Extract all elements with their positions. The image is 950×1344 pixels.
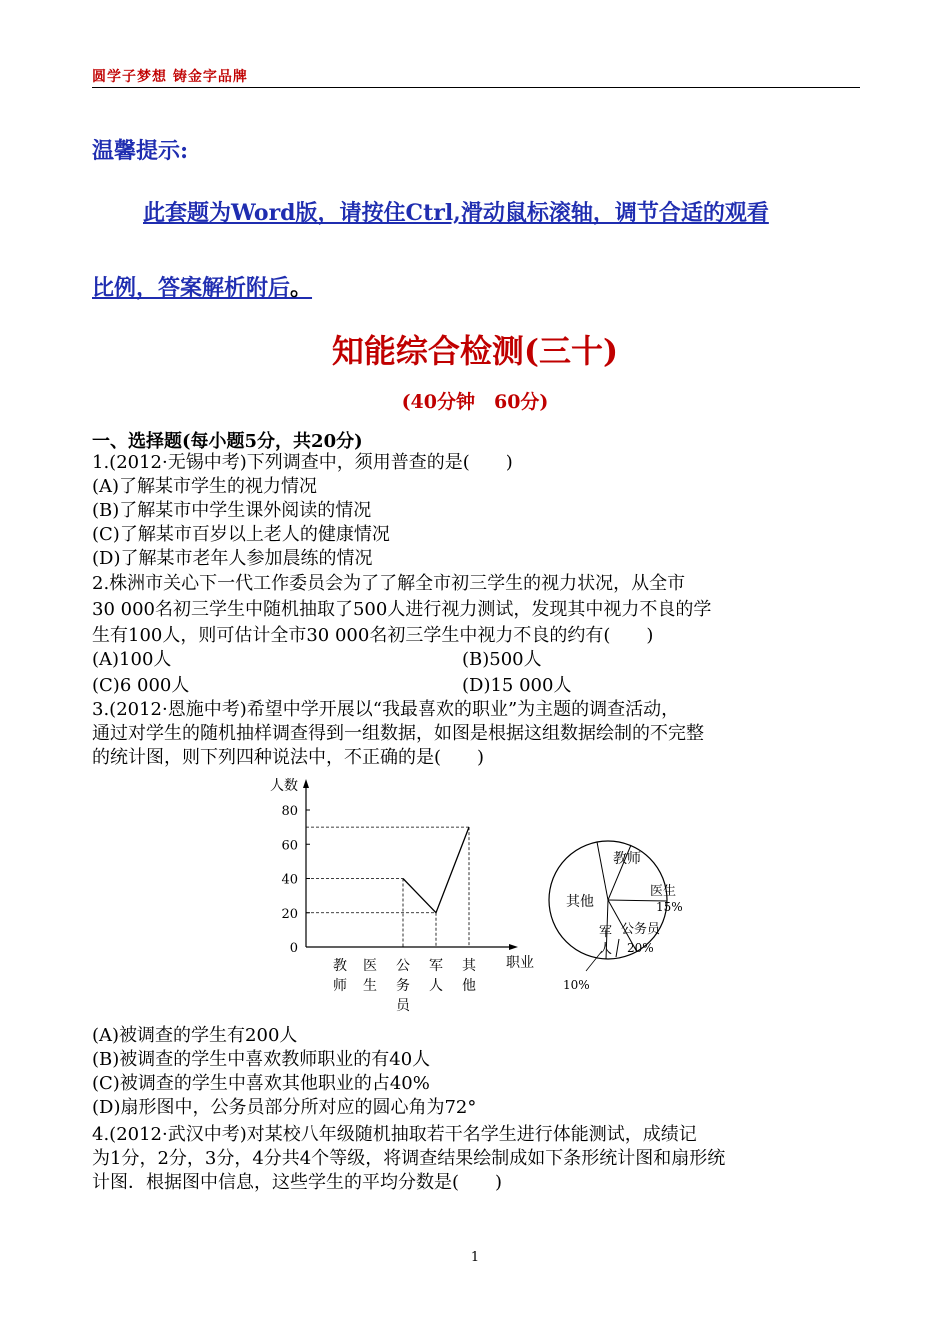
tip-line-2 [92, 271, 312, 302]
q3-stem-2: 通过对学生的随机抽样调查得到一组数据，如图是根据这组数据绘制的不完整 [92, 723, 704, 744]
q1-option-d: (D)了解某市老年人参加晨练的情况 [92, 548, 373, 569]
line-chart [270, 775, 550, 1020]
q4-stem-3: 计图．根据图中信息，这些学生的平均分数是( ) [92, 1172, 503, 1193]
x-tick-label: 他 [462, 978, 476, 994]
y-tick-label: 80 [281, 804, 298, 819]
tip-line-2-text: 比例，答案解析附后 [92, 275, 291, 301]
q1-option-a: (A)了解某市学生的视力情况 [92, 476, 318, 497]
x-tick-label: 员 [396, 998, 410, 1014]
y-axis-label: 人数 [270, 778, 298, 794]
pie-label-doctor: 医生 [650, 884, 677, 899]
x-tick-label: 军 [429, 958, 443, 974]
q3-stem-3: 的统计图，则下列四种说法中，不正确的是( ) [92, 747, 485, 768]
pie-divider-6 [616, 939, 619, 957]
q2-option-a: (A)100人 [92, 649, 172, 670]
pie-divider-1 [597, 842, 608, 900]
pie-label-civil: 公务员 [621, 922, 661, 937]
pie-pct-civil: 20% [627, 941, 654, 955]
q2-stem-3: 生有100人，则可估计全市30 000名初三学生中视力不良的约有( ) [92, 625, 654, 646]
line-chart-axes [270, 777, 534, 971]
q3-option-a: (A)被调查的学生有200人 [92, 1025, 298, 1046]
pie-label-other: 其他 [566, 894, 594, 910]
q2-stem-1: 2.株洲市关心下一代工作委员会为了了解全市初三学生的视力状况，从全市 [92, 573, 686, 594]
tip-line-1: 此套题为Word版，请按住Ctrl,滑动鼠标滚轴，调节合适的观看 [143, 200, 769, 226]
header-brand: 圆学子梦想 铸金字品牌 [92, 69, 248, 85]
x-tick-label: 医 [363, 958, 377, 974]
doc-subtitle: (40分钟 60分) [401, 391, 549, 413]
pie-label-soldier-1: 军 [599, 925, 613, 940]
q2-option-c: (C)6 000人 [92, 675, 190, 696]
q1-option-b: (B)了解某市中学生课外阅读的情况 [92, 500, 372, 521]
y-tick-label: 60 [281, 838, 298, 854]
q1-stem: 1.(2012·无锡中考)下列调查中，须用普查的是( ) [92, 452, 513, 473]
q3-option-d: (D)扇形图中，公务员部分所对应的圆心角为72° [92, 1097, 477, 1118]
x-tick-label: 师 [333, 978, 347, 994]
q4-stem-1: 4.(2012·武汉中考)对某校八年级随机抽取若干名学生进行体能测试，成绩记 [92, 1124, 697, 1145]
pie-label-soldier-2: 人 [599, 942, 613, 957]
pie-pct-soldier: 10% [563, 978, 590, 992]
y-tick-label: 40 [281, 872, 298, 888]
q2-option-b: (B)500人 [462, 649, 542, 670]
q2-option-d: (D)15 000人 [462, 675, 572, 696]
q3-option-c: (C)被调查的学生中喜欢其他职业的占40% [92, 1073, 430, 1094]
pie-label-teacher: 教师 [613, 851, 641, 867]
doc-title: 知能综合检测(三十) [331, 332, 619, 370]
q4-stem-2: 为1分，2分，3分，4分共4个等级，将调查结果绘制成如下条形统计图和扇形统 [92, 1148, 726, 1169]
q3-stem-1: 3.(2012·恩施中考)希望中学开展以“我最喜欢的职业”为主题的调查活动， [92, 699, 680, 720]
section-heading: 一、选择题(每小题5分，共20分) [92, 431, 363, 452]
y-tick-label: 20 [281, 906, 298, 922]
x-tick-label: 生 [363, 978, 377, 994]
pie-pct-doctor: 15% [656, 900, 683, 914]
x-axis-label: 职业 [506, 955, 534, 971]
q3-option-b: (B)被调查的学生中喜欢教师职业的有40人 [92, 1049, 431, 1070]
page-number: 1 [470, 1250, 480, 1265]
x-tick-label: 其 [462, 958, 476, 974]
data-line [403, 827, 469, 913]
header-rule [92, 87, 860, 88]
pie-chart [540, 815, 683, 995]
q2-stem-2: 30 000名初三学生中随机抽取了500人进行视力测试，发现其中视力不良的学 [92, 599, 712, 620]
x-tick-label: 公 [396, 958, 410, 974]
q1-option-c: (C)了解某市百岁以上老人的健康情况 [92, 524, 390, 545]
y-axis-arrow [303, 779, 309, 788]
x-tick-label: 人 [429, 978, 443, 994]
tip-line-2-end: 。 [290, 275, 313, 301]
x-tick-label: 教 [333, 958, 347, 974]
x-axis-arrow [509, 944, 518, 950]
tip-title: 温馨提示: [92, 138, 189, 164]
x-tick-label: 务 [396, 978, 410, 994]
y-tick-label: 0 [289, 941, 298, 956]
